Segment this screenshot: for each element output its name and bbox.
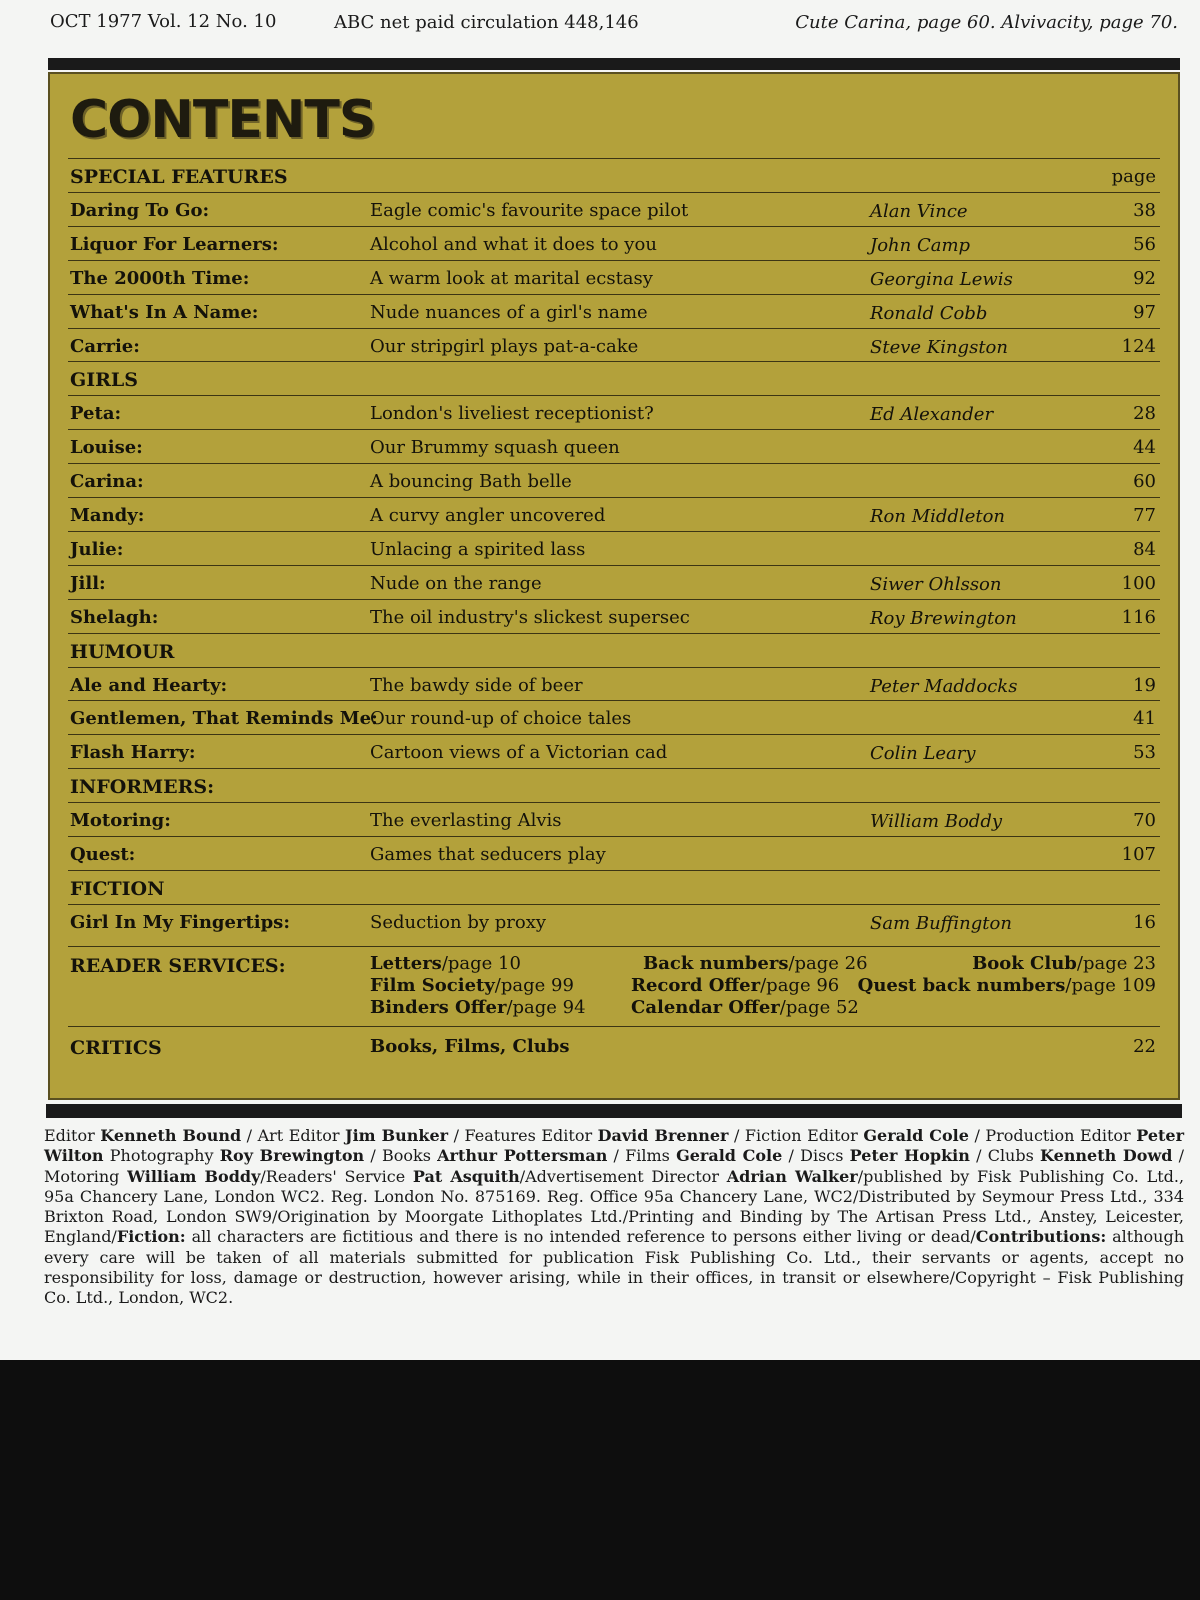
page-number: 16 bbox=[1133, 911, 1156, 933]
top-rule bbox=[48, 58, 1180, 70]
bottom-rule bbox=[46, 1104, 1182, 1118]
entry-description: The oil industry's slickest supersec bbox=[370, 606, 690, 628]
section-heading-row bbox=[68, 870, 1160, 904]
credit-label: / Books bbox=[364, 1146, 438, 1166]
contents-entry bbox=[68, 531, 1160, 565]
contents-entry bbox=[68, 226, 1160, 260]
entry-title: Carrie: bbox=[70, 335, 140, 357]
reader-service-page: /page 23 bbox=[1076, 953, 1156, 974]
reader-service-item bbox=[370, 953, 521, 974]
contents-entry bbox=[68, 260, 1160, 294]
contributions-heading: Contributions: bbox=[975, 1227, 1107, 1247]
reader-service-item bbox=[631, 975, 839, 996]
reader-service-page: /page 10 bbox=[441, 953, 521, 974]
credit-name: William Boddy bbox=[127, 1166, 261, 1186]
reader-service-item bbox=[972, 953, 1156, 974]
page-number: 97 bbox=[1133, 301, 1156, 323]
entry-title: Gentlemen, That Reminds Me: bbox=[70, 708, 378, 730]
page-number: 84 bbox=[1133, 538, 1156, 560]
entry-title: The 2000th Time: bbox=[70, 267, 250, 289]
page-number: 92 bbox=[1133, 267, 1156, 289]
contents-panel bbox=[48, 72, 1180, 1100]
credit-name: Peter Wilton bbox=[44, 1126, 1184, 1166]
reader-service-item bbox=[643, 953, 868, 974]
credit-name: Roy Brewington bbox=[219, 1146, 365, 1166]
contents-entry bbox=[68, 463, 1160, 497]
contents-entry bbox=[68, 904, 1160, 938]
entry-author: Roy Brewington bbox=[870, 607, 1017, 629]
entry-author: William Boddy bbox=[870, 811, 1003, 833]
credit-label: /Advertisement Director bbox=[519, 1166, 727, 1186]
entry-author: Ed Alexander bbox=[870, 404, 994, 426]
contents-entry bbox=[68, 734, 1160, 768]
entry-title: Girl In My Fingertips: bbox=[70, 911, 290, 933]
contents-entry bbox=[68, 667, 1160, 701]
fiction-text: all characters are fictitious and there is no intended reference to persons either living or dead/ bbox=[185, 1227, 976, 1247]
entry-title: Carina: bbox=[70, 471, 144, 493]
credit-label: / Clubs bbox=[969, 1146, 1041, 1166]
entry-title: Jill: bbox=[70, 572, 106, 594]
entry-title: Julie: bbox=[70, 538, 124, 560]
fiction-heading: Fiction: bbox=[116, 1227, 186, 1247]
page-number: 19 bbox=[1133, 674, 1156, 696]
page-number: 60 bbox=[1133, 471, 1156, 493]
entry-author: Georgina Lewis bbox=[870, 268, 1013, 290]
page-number: 28 bbox=[1133, 403, 1156, 425]
section-title: HUMOUR bbox=[70, 640, 175, 663]
critics-heading: CRITICS bbox=[70, 1037, 162, 1059]
contents-entry bbox=[68, 294, 1160, 328]
page-number: 77 bbox=[1133, 505, 1156, 526]
entry-description: Nude on the range bbox=[370, 572, 542, 594]
circulation-info: ABC net paid circulation 448,146 bbox=[334, 12, 639, 33]
entry-title: Quest: bbox=[70, 844, 136, 865]
section-heading-row bbox=[68, 633, 1160, 667]
reader-service-name: Back numbers bbox=[643, 953, 789, 974]
page-header bbox=[0, 0, 1200, 50]
critics-desc: Books, Films, Clubs bbox=[370, 1036, 570, 1057]
section-heading-row bbox=[68, 768, 1160, 802]
entry-author: John Camp bbox=[870, 234, 971, 256]
contents-entry bbox=[68, 836, 1160, 870]
entry-author: Sam Buffington bbox=[870, 912, 1012, 934]
entry-title: Shelagh: bbox=[70, 606, 159, 628]
reader-service-page: /page 96 bbox=[760, 975, 840, 996]
reader-service-item bbox=[370, 997, 586, 1018]
credit-name: Arthur Pottersman bbox=[437, 1146, 608, 1166]
entry-title: Liquor For Learners: bbox=[70, 233, 279, 255]
issue-info: OCT 1977 Vol. 12 No. 10 bbox=[50, 11, 277, 32]
credit-name: David Brenner bbox=[597, 1126, 729, 1145]
entry-author: Colin Leary bbox=[870, 743, 976, 765]
entry-title: Daring To Go: bbox=[70, 199, 210, 221]
page-number: 56 bbox=[1133, 233, 1156, 255]
credit-name: Jim Bunker bbox=[345, 1126, 449, 1145]
credit-name: Adrian Walker bbox=[726, 1166, 858, 1186]
reader-service-item bbox=[370, 975, 574, 996]
entry-author: Ron Middleton bbox=[870, 506, 1006, 527]
credit-label: Photography bbox=[103, 1146, 220, 1166]
entry-description: A curvy angler uncovered bbox=[370, 505, 606, 526]
page-number: 44 bbox=[1133, 437, 1156, 459]
entry-description: Our stripgirl plays pat-a-cake bbox=[370, 335, 639, 357]
entry-description: A warm look at marital ecstasy bbox=[370, 267, 653, 289]
credit-label: / Features Editor bbox=[448, 1126, 598, 1145]
credit-name: Pat Asquith bbox=[412, 1166, 520, 1186]
critics-page: 22 bbox=[1133, 1036, 1156, 1057]
reader-service-page: /page 99 bbox=[494, 975, 574, 996]
credit-label: / Fiction Editor bbox=[728, 1126, 864, 1145]
entry-description: The bawdy side of beer bbox=[370, 674, 583, 696]
section-title: GIRLS bbox=[70, 369, 138, 392]
credit-label: / Art Editor bbox=[241, 1126, 346, 1145]
entry-author: Siwer Ohlsson bbox=[870, 573, 1002, 595]
entry-title: Motoring: bbox=[70, 810, 171, 832]
contents-title: CONTENTS bbox=[70, 90, 376, 150]
credit-label: / Motoring bbox=[44, 1146, 1185, 1186]
contents-entry bbox=[68, 700, 1160, 734]
entry-description: Seduction by proxy bbox=[370, 911, 547, 933]
reader-service-page: /page 26 bbox=[788, 953, 868, 974]
masthead-credits bbox=[44, 1126, 1184, 1309]
credit-label: / Films bbox=[607, 1146, 677, 1166]
credit-name: Kenneth Bound bbox=[100, 1126, 242, 1145]
entry-description: Our Brummy squash queen bbox=[370, 437, 620, 459]
reader-service-item bbox=[631, 997, 859, 1018]
credit-name: Gerald Cole bbox=[863, 1126, 969, 1145]
contents-entry bbox=[68, 192, 1160, 226]
section-title: INFORMERS: bbox=[70, 776, 215, 799]
reader-service-name: Record Offer bbox=[631, 975, 761, 996]
entry-description: Games that seducers play bbox=[370, 844, 606, 865]
reader-services-heading: READER SERVICES: bbox=[70, 955, 286, 977]
entry-description: Cartoon views of a Victorian cad bbox=[370, 742, 668, 764]
page-number: 116 bbox=[1121, 606, 1156, 628]
entry-description: The everlasting Alvis bbox=[370, 810, 562, 832]
reader-service-item bbox=[858, 975, 1156, 996]
entry-author: Ronald Cobb bbox=[870, 302, 988, 324]
page-number: 124 bbox=[1121, 335, 1156, 357]
entry-description: Eagle comic's favourite space pilot bbox=[370, 199, 689, 221]
entry-title: Peta: bbox=[70, 403, 122, 425]
page-number: 70 bbox=[1133, 810, 1156, 832]
entry-title: Louise: bbox=[70, 437, 143, 459]
entry-author: Steve Kingston bbox=[870, 336, 1008, 358]
reader-service-name: Quest back numbers bbox=[857, 975, 1066, 996]
reader-service-name: Calendar Offer bbox=[631, 997, 780, 1018]
entry-description: A bouncing Bath belle bbox=[370, 471, 572, 493]
entry-title: Mandy: bbox=[70, 505, 145, 526]
contents-entry bbox=[68, 497, 1160, 531]
contents-entry bbox=[68, 429, 1160, 463]
page-number: 107 bbox=[1121, 844, 1156, 865]
reader-service-page: /page 109 bbox=[1065, 975, 1156, 996]
entry-description: Unlacing a spirited lass bbox=[370, 538, 586, 560]
reader-service-name: Film Society bbox=[370, 975, 495, 996]
contents-entry bbox=[68, 395, 1160, 429]
page-number: 100 bbox=[1121, 572, 1156, 594]
contents-entry bbox=[68, 565, 1160, 599]
page-number: 38 bbox=[1133, 199, 1156, 221]
section-title: FICTION bbox=[70, 877, 165, 900]
credit-label: Editor bbox=[44, 1126, 101, 1145]
credit-name: Kenneth Dowd bbox=[1040, 1146, 1173, 1166]
entry-description: Our round-up of choice tales bbox=[370, 708, 632, 730]
contributions-text: although every care will be taken of all materials submitted for publication Fisk Publishing Co. Ltd., their servants or agents, accept no responsibility for loss, damage or destruction, however arising, while in their offices, in transit or elsewhere/Copyright – Fisk Publishing Co. Ltd., London, WC2. bbox=[44, 1227, 1184, 1308]
page-number: page bbox=[1111, 166, 1156, 187]
entry-description: Alcohol and what it does to you bbox=[370, 233, 657, 255]
section-heading-row bbox=[68, 361, 1160, 395]
entry-title: Flash Harry: bbox=[70, 742, 196, 764]
contents-entry bbox=[68, 802, 1160, 836]
section-heading-row bbox=[68, 158, 1160, 192]
entry-title: Ale and Hearty: bbox=[70, 674, 228, 696]
entry-author: Alan Vince bbox=[870, 200, 968, 222]
credit-label: / Discs bbox=[782, 1146, 850, 1166]
entry-title: What's In A Name: bbox=[70, 301, 259, 323]
entry-author: Peter Maddocks bbox=[870, 675, 1018, 697]
reader-service-name: Binders Offer bbox=[370, 997, 507, 1018]
reader-service-page: /page 52 bbox=[779, 997, 859, 1018]
page-number: 41 bbox=[1133, 708, 1156, 730]
reader-service-page: /page 94 bbox=[506, 997, 586, 1018]
cover-teaser: Cute Carina, page 60. Alvivacity, page 70. bbox=[795, 12, 1178, 33]
credit-label: /Readers' Service bbox=[260, 1166, 413, 1186]
credit-name: Gerald Cole bbox=[676, 1146, 783, 1166]
publisher-text: /published by Fisk Publishing Co. Ltd., 95a Chancery Lane, London WC2. Reg. London No. 875169. Reg. Office 95a Chancery Lane, WC2/Distributed by Seymour Press Ltd., 334 Brixton Road, London SW9/Origination by Moorgate Lithoplates Ltd./Printing and Binding by The Artisan Press Ltd., Anstey, Leicester, England/ bbox=[44, 1166, 1185, 1247]
entry-description: Nude nuances of a girl's name bbox=[370, 301, 648, 323]
contents-entry bbox=[68, 328, 1160, 362]
critics-row bbox=[68, 1026, 1160, 1067]
entry-description: London's liveliest receptionist? bbox=[370, 403, 654, 425]
contents-entry bbox=[68, 599, 1160, 633]
reader-service-name: Book Club bbox=[972, 953, 1077, 974]
credit-label: / Production Editor bbox=[968, 1126, 1137, 1145]
reader-service-name: Letters bbox=[370, 953, 442, 974]
reader-services bbox=[68, 946, 1160, 1027]
credit-name: Peter Hopkin bbox=[849, 1146, 970, 1166]
section-title: SPECIAL FEATURES bbox=[70, 166, 288, 188]
page-number: 53 bbox=[1133, 742, 1156, 764]
